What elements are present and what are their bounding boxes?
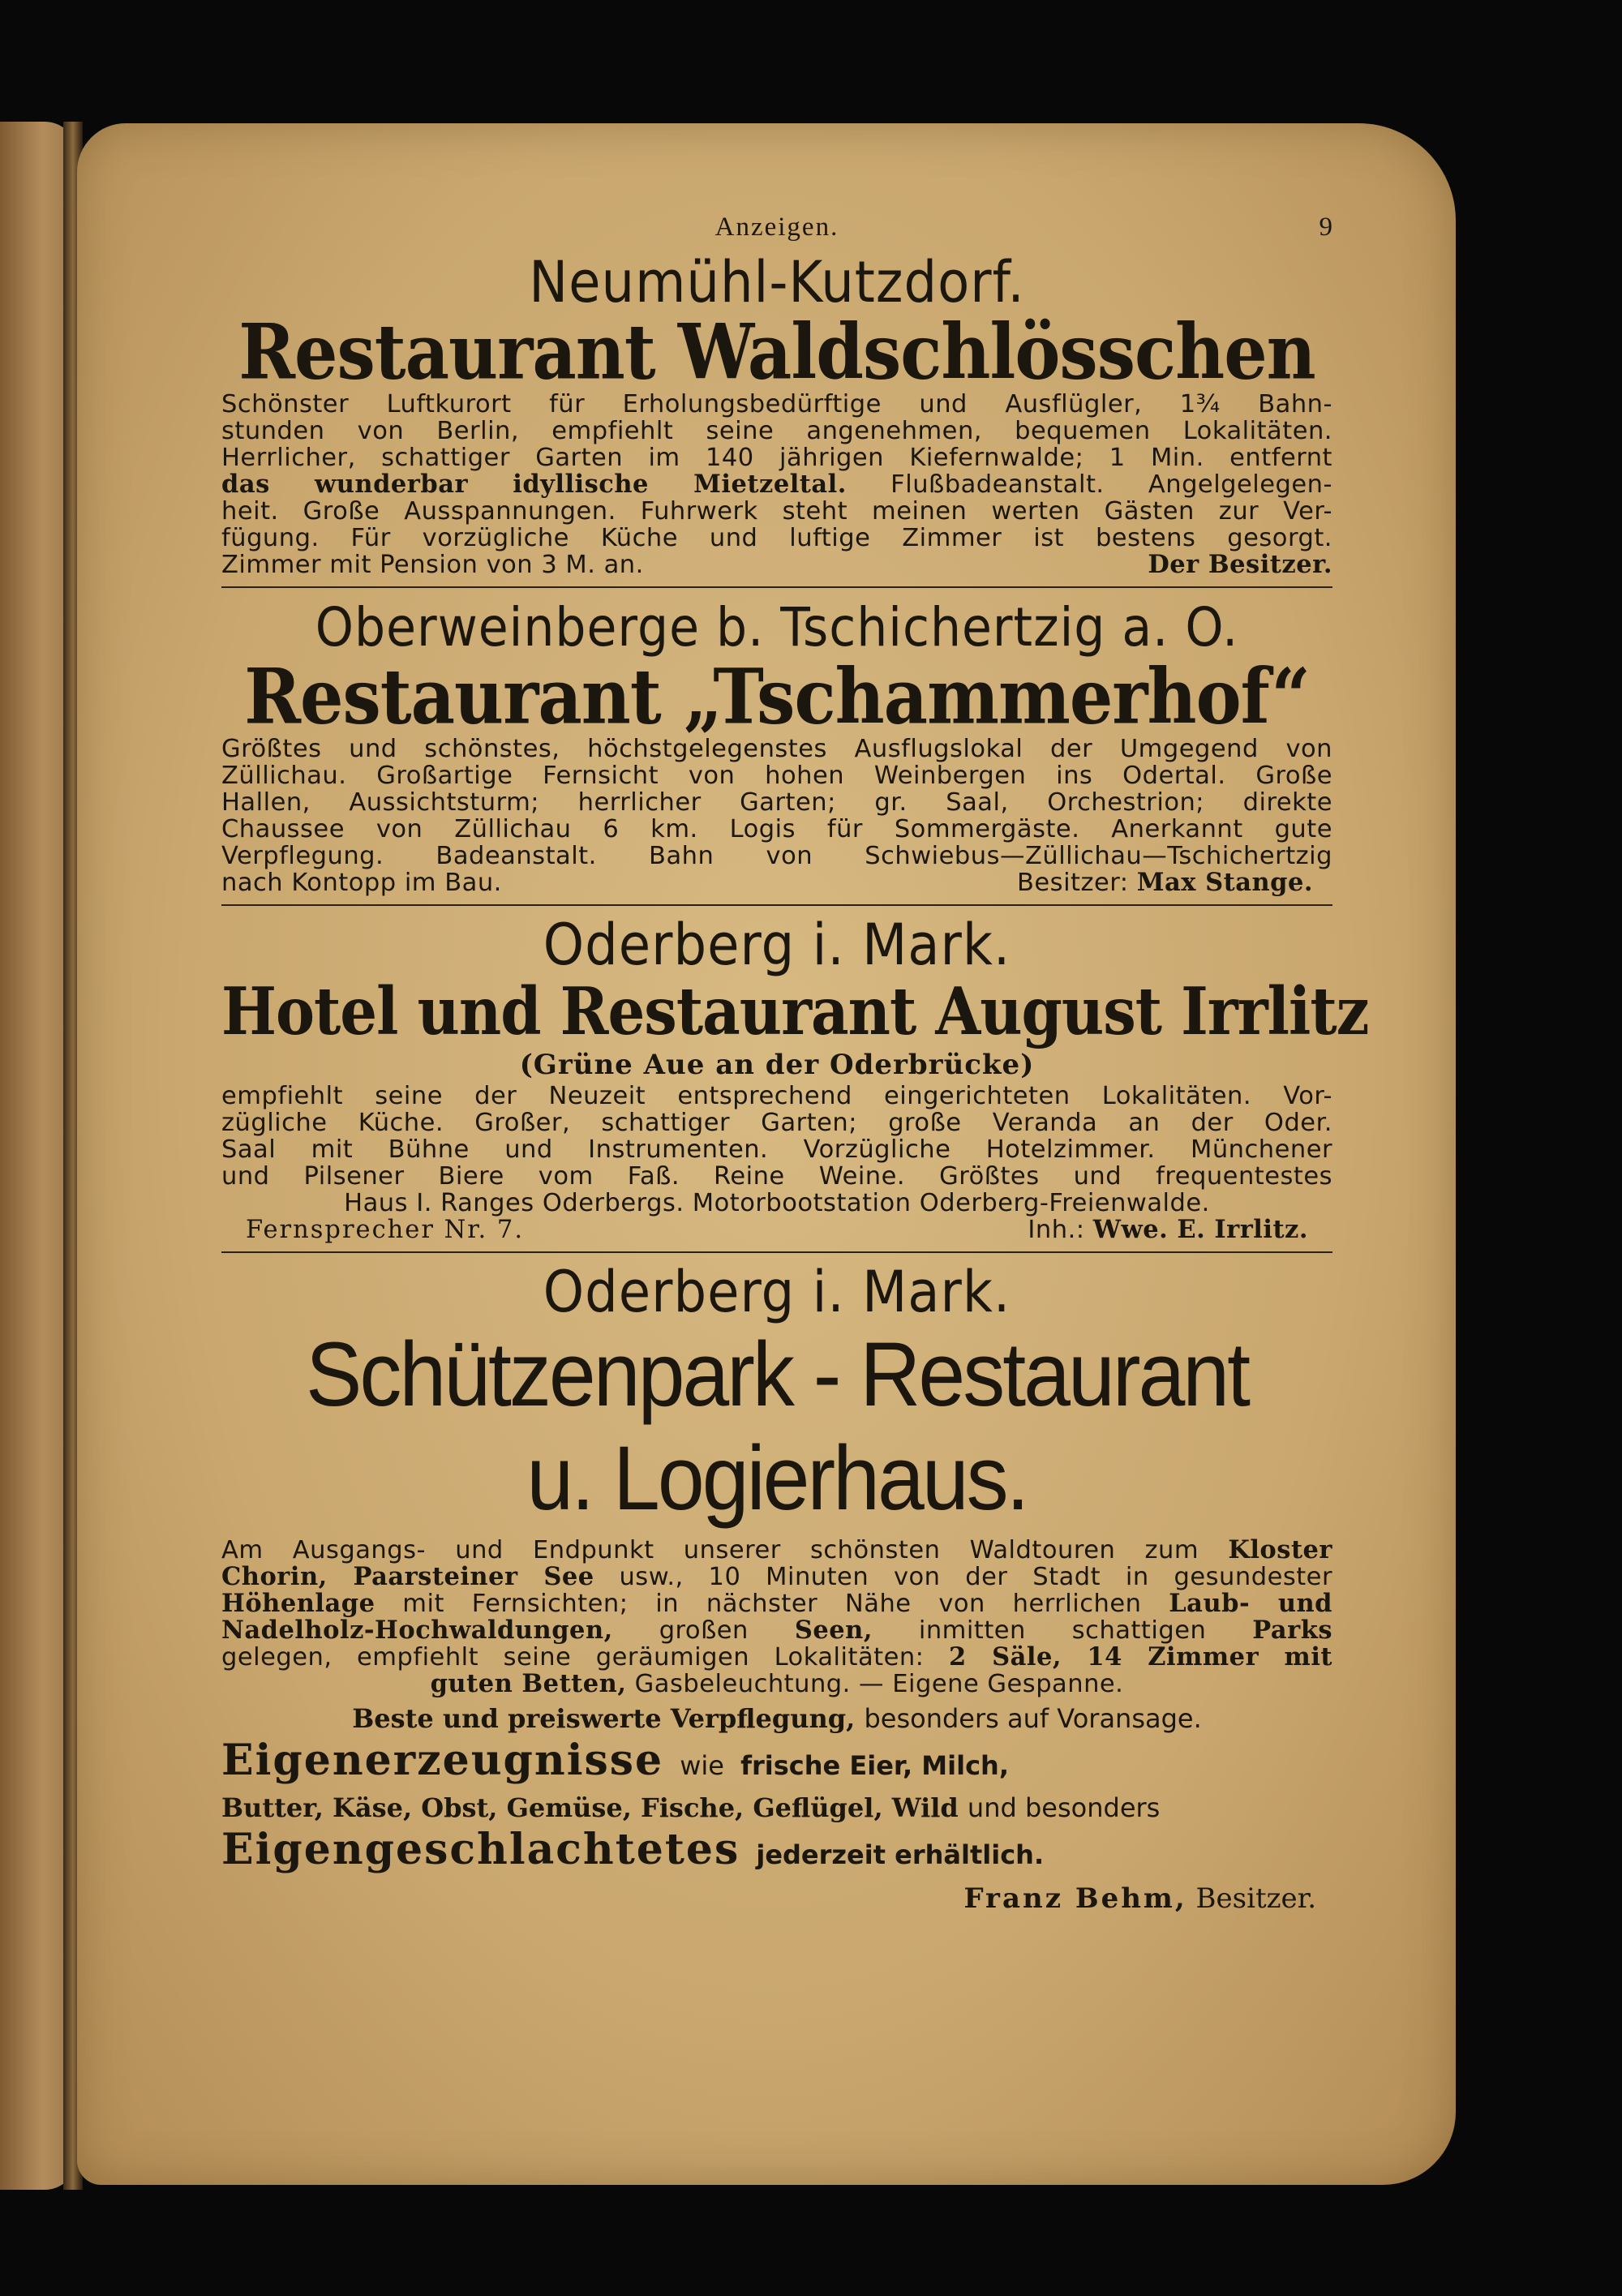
ad-text-line <box>221 1590 1332 1617</box>
ad-owner-label: Besitzer: <box>1016 869 1129 897</box>
ad-text-line: Haus I. Ranges Oderbergs. Motorbootstation Oderberg-Freienwalde. <box>344 1189 1210 1217</box>
ad-text: Flußbadeanstalt. Angelgelegen- <box>890 470 1332 499</box>
ad-owner-name: Wwe. E. Irrlitz. <box>1092 1215 1308 1244</box>
ad-bold-phrase: 2 Säle, 14 Zimmer mit <box>948 1642 1333 1672</box>
ad-body <box>221 1083 1332 1243</box>
ad-signature-line <box>221 1217 1332 1243</box>
page-number: 9 <box>1319 212 1332 242</box>
ad-bold-phrase: Nadelholz-Hochwaldungen, <box>221 1616 613 1645</box>
ad-text-line: Herrlicher, schattiger Garten im 140 jährigen Kiefernwalde; 1 Min. entfernt <box>221 444 1332 472</box>
ad-owner <box>1017 869 1332 896</box>
divider <box>221 1251 1332 1253</box>
ad-text-line: Hallen, Aussichtsturm; herrlicher Garten; gr. Saal, Orchestrion; direkte <box>221 788 1332 817</box>
ad-bold-phrase: Chorin, Paarsteiner See <box>221 1562 594 1591</box>
ad-owner <box>1028 1217 1308 1243</box>
ad-bold-phrase: Parks <box>1252 1616 1333 1645</box>
ad-text: Zimmer mit Pension von 3 M. an. <box>221 551 644 579</box>
ad-text-line <box>221 471 1332 498</box>
ad-bold-phrase: das wunderbar idyllische Mietzeltal. <box>221 470 847 499</box>
advertisement-schuetzenpark <box>221 1260 1333 1918</box>
ad-text-line <box>221 1537 1332 1564</box>
ad-text-line: fügung. Für vorzügliche Küche und luftige Zimmer ist bestens gesorgt. <box>221 524 1332 552</box>
ad-body <box>221 391 1332 578</box>
ad-text: gelegen, empfiehlt seine geräumigen Lokalitäten: <box>221 1643 925 1672</box>
ad-text-line: Größtes und schönstes, höchstgelegenstes Ausflugslokal der Umgegend von <box>221 735 1332 763</box>
ad-bold-phrase: Kloster <box>1228 1535 1333 1564</box>
ad-signature-line <box>221 551 1332 578</box>
ad-signature: Der Besitzer. <box>1148 550 1332 579</box>
ad-headline: Schützenpark - Restaurant <box>305 1324 1249 1426</box>
ad-text-line: empfiehlt seine der Neuzeit entsprechend eingerichteten Lokalitäten. Vor- <box>221 1082 1332 1110</box>
ad-text: Gasbeleuchtung. — Eigene Gespanne. <box>634 1670 1124 1698</box>
ad-text: und besonders <box>967 1792 1161 1823</box>
ad-text: großen <box>659 1616 749 1645</box>
ad-signature-line <box>221 869 1332 896</box>
ad-location: Neumühl-Kutzdorf. <box>529 250 1025 316</box>
ad-text-line <box>221 1736 1332 1790</box>
ad-text: Am Ausgangs- und Endpunkt unserer schönsten Waldtouren zum <box>221 1536 1199 1564</box>
ad-headline: Restaurant „Tschammerhof“ <box>244 651 1310 741</box>
ad-text-line: Schönster Luftkurort für Erholungsbedürftige und Ausflügler, 1¾ Bahn- <box>221 390 1332 418</box>
ad-bold-phrase: jederzeit erhältlich. <box>756 1839 1045 1870</box>
divider <box>221 904 1332 906</box>
running-head-title: Anzeigen. <box>714 212 839 242</box>
ad-owner-label: Inh.: <box>1028 1216 1085 1244</box>
ad-bold-phrase: guten Betten, <box>430 1669 627 1698</box>
page-content <box>221 212 1369 1918</box>
ad-text-line: Züllichau. Großartige Fernsicht von hohen Weinbergen ins Odertal. Große <box>221 762 1332 790</box>
ad-text-line: Saal mit Bühne und Instrumenten. Vorzügliche Hotelzimmer. Münchener <box>221 1135 1332 1164</box>
ad-text-line: Verpflegung. Badeanstalt. Bahn von Schwiebus—Züllichau—Tschichertzig <box>221 842 1332 870</box>
ad-bold-phrase: Butter, Käse, Obst, Gemüse, Fische, Geflügel, Wild <box>221 1792 959 1823</box>
ad-text-line: stunden von Berlin, empfiehlt seine angenehmen, bequemen Lokalitäten. <box>221 417 1332 445</box>
ad-text-line: zügliche Küche. Großer, schattiger Garten; große Veranda an der Oder. <box>221 1109 1332 1137</box>
ad-text-line: und Pilsener Biere vom Faß. Reine Weine. Größtes und frequentestes <box>221 1162 1332 1191</box>
advertisement-tschammerhof <box>221 598 1332 896</box>
ad-text: mit Fernsichten; in nächster Nähe von herrlichen <box>402 1590 1142 1618</box>
ad-text: usw., 10 Minuten von der Stadt in gesundester <box>619 1563 1332 1591</box>
ad-bold-phrase: frische Eier, Milch, <box>740 1750 1009 1781</box>
ad-display-word: Eigengeschlachtetes <box>221 1825 740 1874</box>
ad-owner-name: Max Stange. <box>1136 868 1313 897</box>
ad-headline: Hotel und Restaurant August Irrlitz <box>221 972 1369 1050</box>
ad-text-line <box>221 1701 1332 1736</box>
ad-subtitle: (Grüne Aue an der Oderbrücke) <box>519 1049 1035 1081</box>
ad-text-line <box>221 1826 1332 1879</box>
ad-display-word: Eigenerzeugnisse <box>221 1736 664 1785</box>
ad-phone: Fernsprecher Nr. 7. <box>246 1216 525 1244</box>
ad-text-line: heit. Große Ausspannungen. Fuhrwerk steht meinen werten Gästen zur Ver- <box>221 497 1332 526</box>
ad-body <box>221 736 1332 896</box>
ad-bold-phrase: Beste und preiswerte Verpflegung, <box>352 1703 856 1734</box>
book-page <box>77 123 1456 2185</box>
ad-text-line: Chaussee von Züllichau 6 km. Logis für Sommergäste. Anerkannt gute <box>221 815 1332 843</box>
ad-location: Oberweinberge b. Tschichertzig a. O. <box>315 596 1239 659</box>
ad-body <box>221 1537 1332 1697</box>
ad-bold-phrase: Höhenlage <box>221 1589 375 1618</box>
ad-headline: Restaurant Waldschlösschen <box>238 307 1315 397</box>
advertisement-irrlitz <box>221 912 1369 1244</box>
ad-text-line <box>221 1671 1332 1697</box>
divider <box>221 586 1332 588</box>
advertisement-waldschloesschen <box>221 250 1332 579</box>
ad-text: nach Kontopp im Bau. <box>221 869 502 897</box>
ad-bold-phrase: Laub- und <box>1169 1589 1332 1618</box>
ad-owner <box>221 1879 1332 1918</box>
ad-text-line <box>221 1564 1332 1590</box>
ad-bold-phrase: Seen, <box>794 1616 873 1645</box>
ad-location: Oderberg i. Mark. <box>543 1260 1011 1326</box>
ad-text-line <box>221 1790 1332 1826</box>
ad-text-line <box>221 1617 1332 1644</box>
ad-location: Oderberg i. Mark. <box>543 912 1011 979</box>
ad-owner-label: Besitzer. <box>1195 1882 1316 1915</box>
ad-owner-name: Franz Behm, <box>963 1882 1187 1915</box>
ad-text: wie <box>680 1750 724 1781</box>
running-head <box>221 212 1332 253</box>
ad-text: inmitten schattigen <box>918 1616 1207 1645</box>
ad-headline: u. Logierhaus. <box>526 1427 1028 1530</box>
ad-text: besonders auf Voransage. <box>864 1703 1202 1734</box>
ad-text-line <box>221 1644 1332 1671</box>
